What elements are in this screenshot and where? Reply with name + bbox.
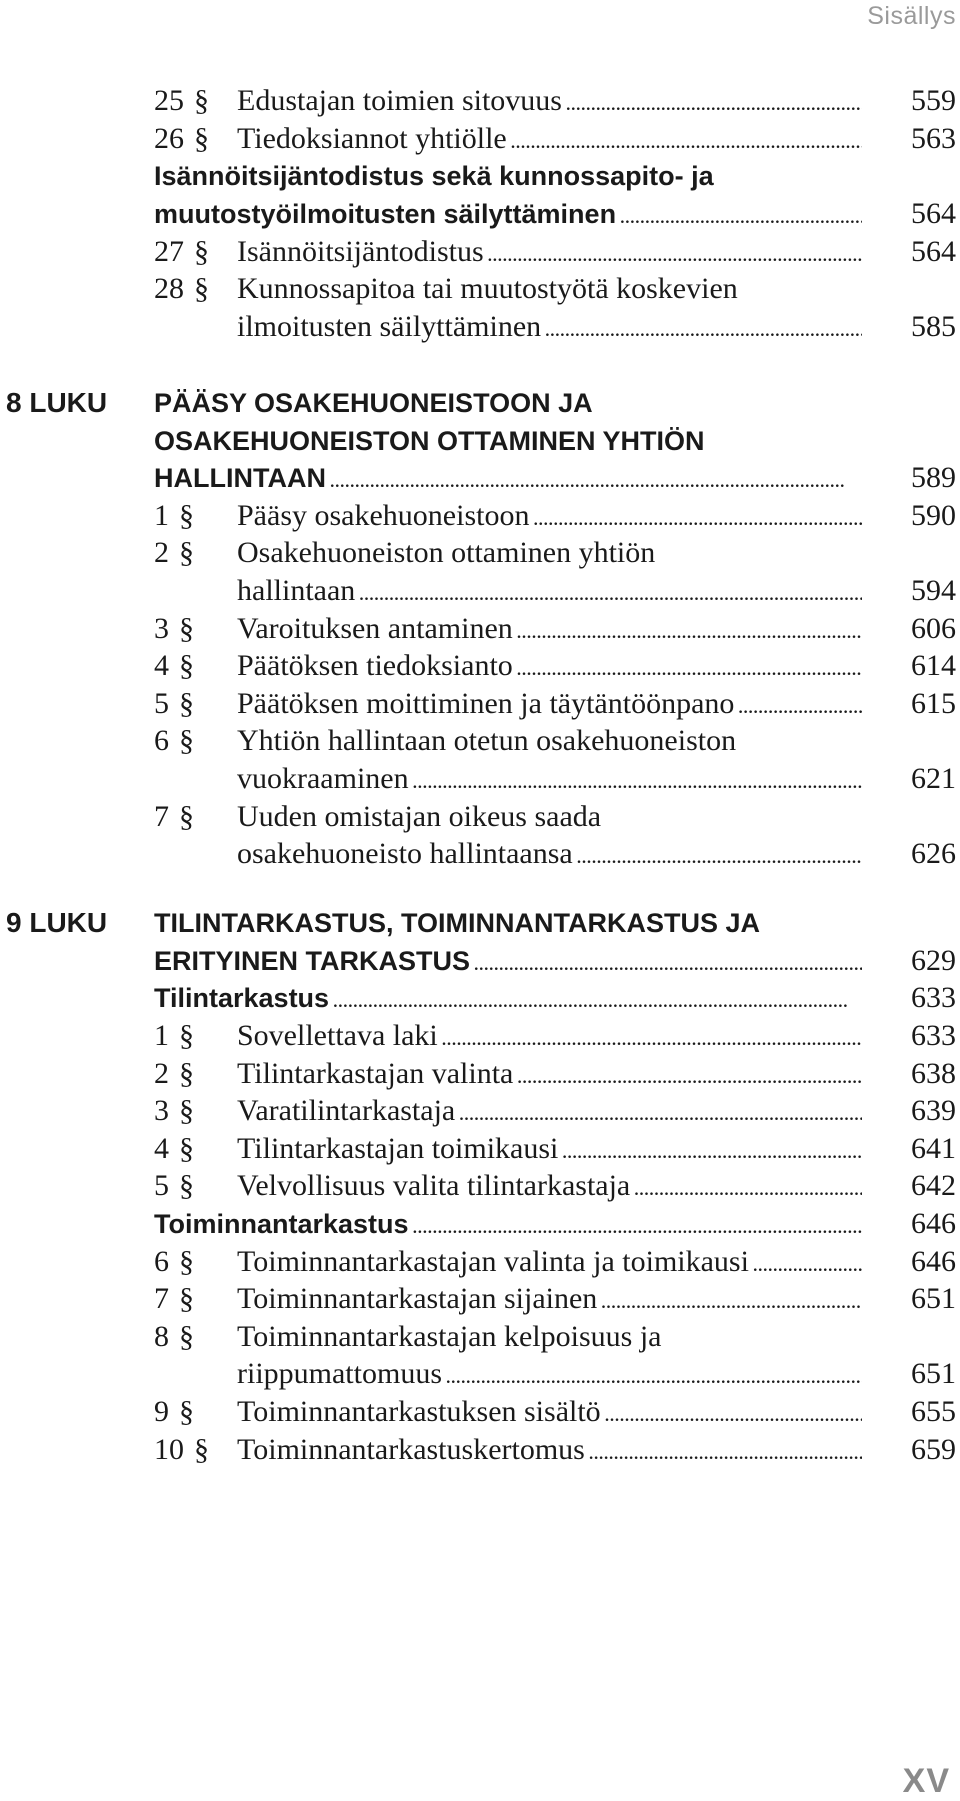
toc-entry-text: Toiminnantarkastuskertomus <box>237 1433 585 1466</box>
toc-entry-title <box>237 720 862 762</box>
toc-page-number: 621 <box>911 762 956 795</box>
toc-entry-title <box>237 268 862 310</box>
section-number-value: 1 <box>154 499 169 532</box>
page-number: XV <box>902 1762 950 1800</box>
toc-entry-title <box>154 155 862 197</box>
toc-entry-text: Varoituksen antaminen <box>237 612 513 645</box>
toc-row <box>0 420 960 462</box>
toc-page-number: 614 <box>911 649 956 682</box>
toc-entry-text: HALLINTAAN <box>154 463 326 493</box>
toc-page-number: 642 <box>911 1169 956 1202</box>
toc-entry-text: Uuden omistajan oikeus saada <box>237 800 602 833</box>
toc-page-number: 559 <box>911 84 956 117</box>
toc-row <box>0 457 960 499</box>
section-number <box>154 1391 194 1433</box>
section-number <box>154 1278 194 1320</box>
section-number-value: 2 <box>154 536 169 569</box>
toc-row <box>0 1165 960 1207</box>
toc-entry-text: hallintaan <box>237 574 356 607</box>
toc-page-number: 563 <box>911 122 956 155</box>
section-sign-icon: § <box>179 536 194 569</box>
section-sign-icon: § <box>179 1395 194 1428</box>
toc-row <box>0 268 960 310</box>
toc-entry-title <box>154 902 862 944</box>
toc-row <box>0 495 960 537</box>
toc-row <box>0 532 960 574</box>
toc-entry-title <box>237 532 862 574</box>
section-number-value: 4 <box>154 1132 169 1165</box>
toc-entry-title <box>154 382 862 424</box>
toc-entry-text: Tilintarkastajan toimikausi <box>237 1132 559 1165</box>
section-sign-icon: § <box>179 724 194 757</box>
section-sign-icon: § <box>194 122 209 155</box>
toc-entry-title <box>237 1429 862 1473</box>
toc-entry-text: Yhtiön hallintaan otetun osakehuoneiston <box>237 724 737 757</box>
toc-entry-text: Tiedoksiannot yhtiölle <box>237 122 507 155</box>
toc-page-number: 589 <box>911 461 956 494</box>
toc-entry-text: Toiminnantarkastuksen sisältö <box>237 1395 601 1428</box>
toc-page-number: 651 <box>911 1282 956 1315</box>
section-sign-icon: § <box>194 1433 209 1466</box>
toc-row <box>0 977 960 1019</box>
toc-row <box>0 1353 960 1395</box>
toc-page-number: 590 <box>911 499 956 532</box>
toc-row <box>0 1429 960 1471</box>
section-number-value: 6 <box>154 724 169 757</box>
section-number <box>154 118 209 160</box>
section-sign-icon: § <box>179 1245 194 1278</box>
toc-row <box>0 231 960 273</box>
section-sign-icon: § <box>179 1057 194 1090</box>
section-sign-icon: § <box>179 649 194 682</box>
toc-entry-text: osakehuoneisto hallintaansa <box>237 837 573 870</box>
toc-row <box>0 683 960 725</box>
toc-entry-title <box>154 420 862 462</box>
toc-row <box>0 1203 960 1245</box>
toc-row <box>0 940 960 982</box>
section-sign-icon: § <box>179 1320 194 1353</box>
toc-entry-text: Isännöitsijäntodistus sekä kunnossapito- ja <box>154 161 714 191</box>
toc-row <box>0 1090 960 1132</box>
toc-entry-title <box>237 306 862 350</box>
toc-entry-text: riippumattomuus <box>237 1357 442 1390</box>
toc-row <box>0 306 960 348</box>
toc-entry-text: Toiminnantarkastajan valinta ja toimikausi <box>237 1245 749 1278</box>
section-sign-icon: § <box>179 1282 194 1315</box>
toc-page-number: 564 <box>911 235 956 268</box>
toc-entry-text: Isännöitsijäntodistus <box>237 235 484 268</box>
section-number <box>154 1128 194 1170</box>
toc-page-number: 646 <box>911 1207 956 1240</box>
toc-row <box>0 833 960 875</box>
section-sign-icon: § <box>179 687 194 720</box>
toc-page-number: 626 <box>911 837 956 870</box>
toc-page-number: 615 <box>911 687 956 720</box>
toc-row <box>0 720 960 762</box>
section-number-value: 2 <box>154 1057 169 1090</box>
toc-entry-text: Toiminnantarkastajan kelpoisuus ja <box>237 1320 662 1353</box>
toc-row <box>0 1391 960 1433</box>
toc-entry-title <box>237 1316 862 1358</box>
chapter-number: 8 LUKU <box>6 387 108 418</box>
toc-entry-text: Kunnossapitoa tai muutostyötä koskevien <box>237 272 738 305</box>
toc-entry-text: Toiminnantarkastus <box>154 1209 409 1239</box>
toc-row <box>0 1316 960 1358</box>
toc-entry-text: OSAKEHUONEISTON OTTAMINEN YHTIÖN <box>154 426 705 456</box>
toc-entry-text: muutostyöilmoitusten säilyttäminen <box>154 199 617 229</box>
toc-entry-text: Varatilintarkastaja <box>237 1094 456 1127</box>
toc-page-number: 633 <box>911 1019 956 1052</box>
toc-entry-text: PÄÄSY OSAKEHUONEISTOON JA <box>154 388 593 418</box>
toc-row <box>0 645 960 687</box>
toc-entry-text: TILINTARKASTUS, TOIMINNANTARKASTUS JA <box>154 908 760 938</box>
section-number-value: 28 <box>154 272 184 305</box>
toc-page-number: 585 <box>911 310 956 343</box>
toc-entry-text: Pääsy osakehuoneistoon <box>237 499 530 532</box>
section-sign-icon: § <box>194 84 209 117</box>
toc-entry-text: Osakehuoneiston ottaminen yhtiön <box>237 536 656 569</box>
toc-row <box>0 1128 960 1170</box>
toc-page-number: 639 <box>911 1094 956 1127</box>
section-sign-icon: § <box>194 272 209 305</box>
section-number <box>154 1053 194 1095</box>
toc-entry-title <box>237 796 862 838</box>
section-number <box>154 1015 194 1057</box>
section-sign-icon: § <box>179 612 194 645</box>
section-sign-icon: § <box>179 1169 194 1202</box>
section-number-value: 1 <box>154 1019 169 1052</box>
section-number <box>154 1165 194 1207</box>
toc-row <box>0 193 960 235</box>
running-head: Sisällys <box>867 2 956 30</box>
toc-row <box>0 80 960 122</box>
section-number-value: 3 <box>154 1094 169 1127</box>
toc-entry-text: ERITYINEN TARKASTUS <box>154 946 471 976</box>
toc-page-number: 564 <box>911 197 956 230</box>
toc-row <box>0 902 960 944</box>
toc-row <box>0 382 960 424</box>
section-number-value: 5 <box>154 1169 169 1202</box>
toc-entry-text: Sovellettava laki <box>237 1019 438 1052</box>
chapter-number: 9 LUKU <box>6 907 108 938</box>
section-sign-icon: § <box>179 800 194 833</box>
section-number <box>154 720 194 762</box>
toc-row <box>0 118 960 160</box>
section-number <box>154 532 194 574</box>
section-number <box>154 268 209 310</box>
toc-page-number: 594 <box>911 574 956 607</box>
section-number-value: 27 <box>154 235 184 268</box>
toc-row <box>0 155 960 197</box>
toc-row <box>0 1241 960 1283</box>
section-number-value: 10 <box>154 1433 184 1466</box>
section-number <box>154 1316 194 1358</box>
toc-entry-text: ilmoitusten säilyttäminen <box>237 310 542 343</box>
toc-page-number: 659 <box>911 1433 956 1466</box>
toc-row <box>0 570 960 612</box>
section-number <box>154 1429 209 1471</box>
toc-entry-text: Tilintarkastajan valinta <box>237 1057 514 1090</box>
toc-page-number: 638 <box>911 1057 956 1090</box>
section-sign-icon: § <box>179 1019 194 1052</box>
section-sign-icon: § <box>179 1132 194 1165</box>
toc-row <box>0 758 960 800</box>
toc-row <box>0 1015 960 1057</box>
section-number-value: 8 <box>154 1320 169 1353</box>
section-number-value: 5 <box>154 687 169 720</box>
section-sign-icon: § <box>194 235 209 268</box>
section-number <box>154 231 209 273</box>
toc-entry-text: Tilintarkastus <box>154 983 330 1013</box>
toc-entry-text: Toiminnantarkastajan sijainen <box>237 1282 598 1315</box>
toc-entry-text: Edustajan toimien sitovuus <box>237 84 562 117</box>
section-number-value: 6 <box>154 1245 169 1278</box>
toc-page-number: 629 <box>911 944 956 977</box>
toc-entry-text: Velvollisuus valita tilintarkastaja <box>237 1169 631 1202</box>
toc-row <box>0 608 960 650</box>
toc-row <box>0 1278 960 1320</box>
toc-entry-title <box>237 833 862 877</box>
section-number-value: 26 <box>154 122 184 155</box>
section-number-value: 7 <box>154 800 169 833</box>
section-number <box>154 683 194 725</box>
toc-page-number: 655 <box>911 1395 956 1428</box>
section-number-value: 9 <box>154 1395 169 1428</box>
toc-entry-text: vuokraaminen <box>237 762 409 795</box>
toc-page-number: 633 <box>911 981 956 1014</box>
section-sign-icon: § <box>179 1094 194 1127</box>
section-number <box>154 796 194 838</box>
section-number <box>154 608 194 650</box>
section-number-value: 25 <box>154 84 184 117</box>
toc-page-number: 646 <box>911 1245 956 1278</box>
toc-row <box>0 1053 960 1095</box>
toc-row <box>0 796 960 838</box>
toc-page-number: 651 <box>911 1357 956 1390</box>
section-number <box>154 495 194 537</box>
section-number-value: 3 <box>154 612 169 645</box>
section-number <box>154 1090 194 1132</box>
section-number <box>154 80 209 122</box>
toc-page-number: 606 <box>911 612 956 645</box>
section-number <box>154 645 194 687</box>
toc-entry-text: Päätöksen tiedoksianto <box>237 649 513 682</box>
toc-page-number: 641 <box>911 1132 956 1165</box>
section-number-value: 7 <box>154 1282 169 1315</box>
toc-entry-text: Päätöksen moittiminen ja täytäntöönpano <box>237 687 735 720</box>
section-number <box>154 1241 194 1283</box>
section-number-value: 4 <box>154 649 169 682</box>
section-sign-icon: § <box>179 499 194 532</box>
